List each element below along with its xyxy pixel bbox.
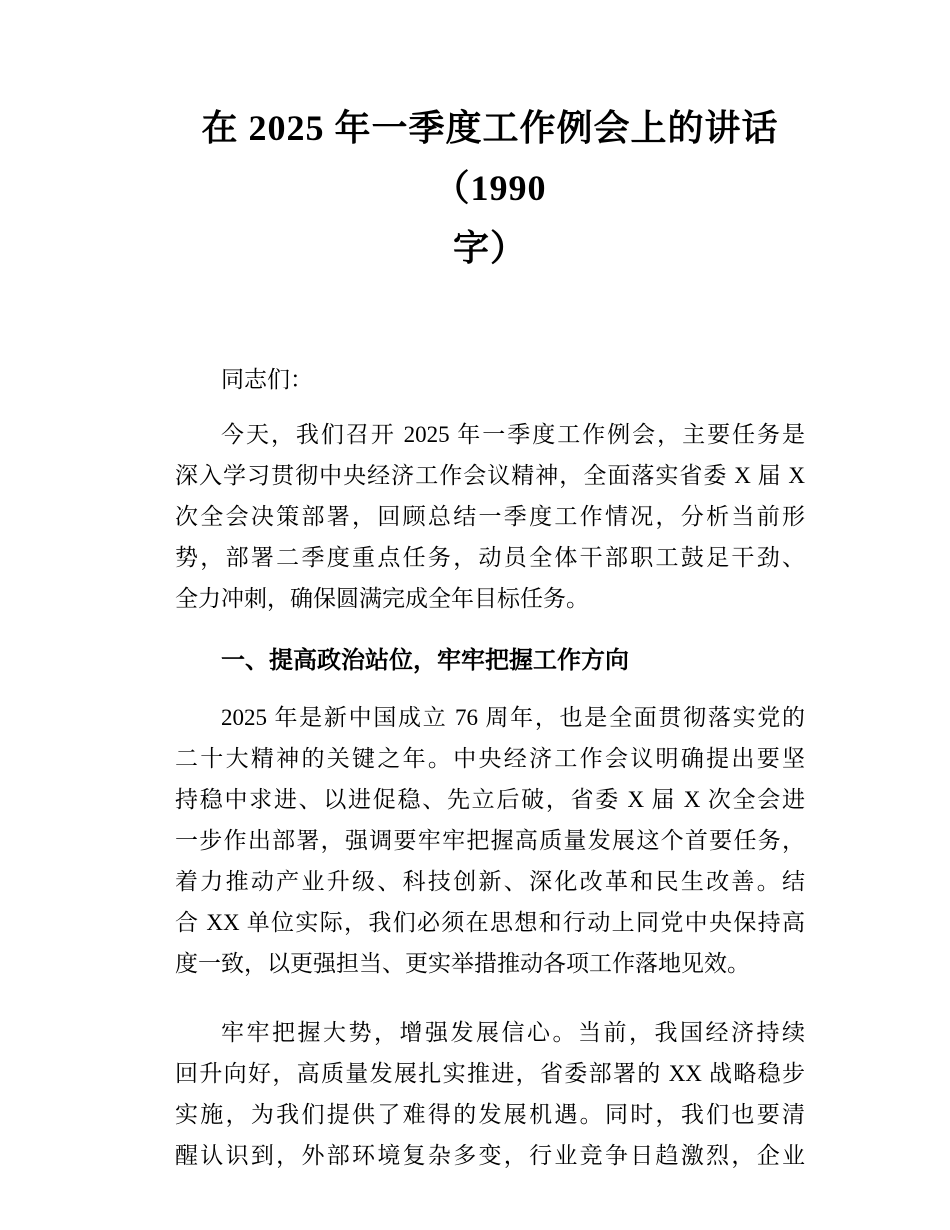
body-line: 度一致，以更强担当、更实举措推动各项工作落地见效。 (175, 951, 750, 976)
body-line: 牢牢把握大势，增强发展信心。当前，我国经济持续 (221, 1020, 805, 1045)
body-line: 深入学习贯彻中央经济工作会议精神，全面落实省委 X 届 X (175, 463, 805, 488)
paragraph-section1-b (175, 1012, 805, 1176)
body-line: 势，部署二季度重点任务，动员全体干部职工鼓足干劲、 (175, 545, 805, 570)
body-line: 二十大精神的关键之年。中央经济工作会议明确提出要坚 (175, 746, 805, 771)
body-line: 今天，我们召开 2025 年一季度工作例会，主要任务是 (221, 422, 805, 447)
title-line-2: 字） (452, 228, 527, 268)
body-line: 醒认识到，外部环境复杂多变，行业竞争日趋激烈，企业 (175, 1143, 805, 1168)
document-content (0, 98, 950, 1176)
body-line: 次全会决策部署，回顾总结一季度工作情况，分析当前形 (175, 504, 805, 529)
section-heading-1: 一、提高政治站位，牢牢把握工作方向 (221, 647, 629, 674)
body-line: 全力冲刺，确保圆满完成全年目标任务。 (175, 586, 589, 611)
title-line-1: 在 2025 年一季度工作例会上的讲话（1990 (201, 108, 779, 208)
document-title (175, 98, 805, 278)
body-line: 2025 年是新中国成立 76 周年，也是全面贯彻落实党的 (221, 705, 805, 730)
body-line: 合 XX 单位实际，我们必须在思想和行动上同党中央保持高 (175, 910, 805, 935)
body-line: 回升向好，高质量发展扎实推进，省委部署的 XX 战略稳步 (175, 1061, 805, 1086)
body-line: 着力推动产业升级、科技创新、深化改革和民生改善。结 (175, 869, 805, 894)
salutation: 同志们： (221, 367, 313, 392)
body-line: 实施，为我们提供了难得的发展机遇。同时，我们也要清 (175, 1102, 805, 1127)
body-line: 一步作出部署，强调要牢牢把握高质量发展这个首要任务， (175, 828, 805, 853)
paragraph-intro (175, 414, 805, 619)
body-line: 持稳中求进、以进促稳、先立后破，省委 X 届 X 次全会进 (175, 787, 805, 812)
paragraph-section1-a (175, 697, 805, 984)
